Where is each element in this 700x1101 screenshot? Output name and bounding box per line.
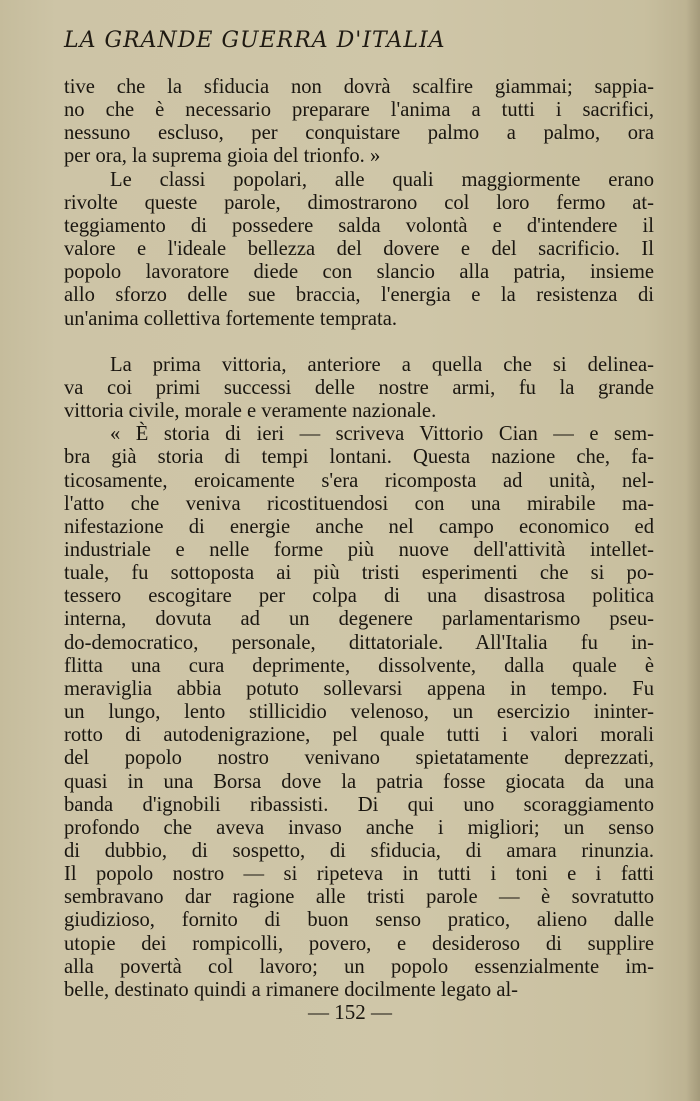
text-line: quasi in una Borsa dove la patria fosse giocata da una — [64, 770, 654, 793]
text-line: un lungo, lento stillicidio velenoso, un esercizio ininter- — [64, 701, 654, 724]
paragraph-1 — [64, 76, 654, 169]
text-line: meraviglia abbia potuto sollevarsi appena in tempo. Fu — [64, 677, 654, 700]
text-line: va coi primi successi delle nostre armi, fu la grande — [64, 376, 654, 399]
text-line: nessuno escluso, per conquistare palmo a palmo, ora — [64, 122, 654, 145]
text-line: no che è necessario preparare l'anima a tutti i sacrifici, — [64, 99, 654, 122]
text-line: « È storia di ieri — scriveva Vittorio Cian — e sem- — [110, 423, 654, 446]
text-line: bra già storia di tempi lontani. Questa nazione che, fa- — [64, 446, 654, 469]
text-line: interna, dovuta ad un degenere parlamentarismo pseu- — [64, 608, 654, 631]
paragraph-2 — [64, 169, 654, 331]
text-line: valore e l'ideale bellezza del dovere e del sacrificio. Il — [64, 238, 654, 261]
text-line: do-democratico, personale, dittatoriale. All'Italia fu in- — [64, 631, 654, 654]
text-line: belle, destinato quindi a rimanere docilmente legato al- — [64, 978, 519, 1001]
text-line: La prima vittoria, anteriore a quella che si delinea- — [110, 353, 654, 376]
text-line: alla povertà col lavoro; un popolo essenzialmente im- — [64, 955, 654, 978]
text-line: giudizioso, fornito di buon senso pratico, alieno dalle — [64, 909, 654, 932]
text-line: sembravano dar ragione alle tristi parole — è sovratutto — [64, 886, 654, 909]
text-line: Il popolo nostro — si ripeteva in tutti i toni e i fatti — [64, 863, 654, 886]
paragraph-3 — [64, 354, 654, 423]
text-line: rotto di autodenigrazione, pel quale tutti i valori morali — [64, 724, 654, 747]
text-line: popolo lavoratore diede con slancio alla patria, insieme — [64, 261, 654, 284]
text-line: tuale, fu sottoposta ai più tristi esperimenti che si po- — [64, 562, 654, 585]
text-line: flitta una cura deprimente, dissolvente, dalla quale è — [64, 654, 654, 677]
text-line: l'atto che veniva ricostituendosi con una mirabile ma- — [64, 492, 654, 515]
page-number: — 152 — — [308, 1000, 392, 1024]
paragraph-4 — [64, 423, 654, 1002]
text-line: Le classi popolari, alle quali maggiormente erano — [110, 168, 654, 191]
text-line: di dubbio, di sospetto, di sfiducia, di amara rinunzia. — [64, 840, 654, 862]
text-line: ticosamente, eroicamente s'era ricomposta ad unità, nel- — [64, 469, 654, 492]
text-line: tive che la sfiducia non dovrà scalfire giammai; sappia- — [64, 76, 654, 98]
text-line: profondo che aveva invaso anche i migliori; un senso — [64, 816, 654, 839]
body-text — [64, 76, 654, 1002]
text-line: per ora, la suprema gioia del trionfo. » — [64, 145, 381, 168]
running-head: LA GRANDE GUERRA D'ITALIA — [64, 28, 446, 53]
text-line: allo sforzo delle sue braccia, l'energia e la resistenza di — [64, 284, 654, 307]
text-line: rivolte queste parole, dimostrarono col loro fermo at- — [64, 191, 654, 214]
text-line: vittoria civile, morale e veramente nazionale. — [64, 400, 437, 423]
text-line: industriale e nelle forme più nuove dell'attività intellet- — [64, 538, 654, 561]
text-line: un'anima collettiva fortemente temprata. — [64, 307, 398, 330]
text-line: nifestazione di energie anche nel campo economico ed — [64, 515, 654, 538]
text-line: banda d'ignobili ribassisti. Di qui uno scoraggiamento — [64, 793, 654, 816]
text-line: del popolo nostro venivano spietatamente deprezzati, — [64, 747, 654, 770]
text-line: tessero escogitare per colpa di una disastrosa politica — [64, 585, 654, 608]
text-line: teggiamento di possedere salda volontà e d'intendere il — [64, 214, 654, 237]
text-line: utopie dei rompicolli, povero, e desideroso di supplire — [64, 932, 654, 955]
section-break — [64, 331, 654, 354]
